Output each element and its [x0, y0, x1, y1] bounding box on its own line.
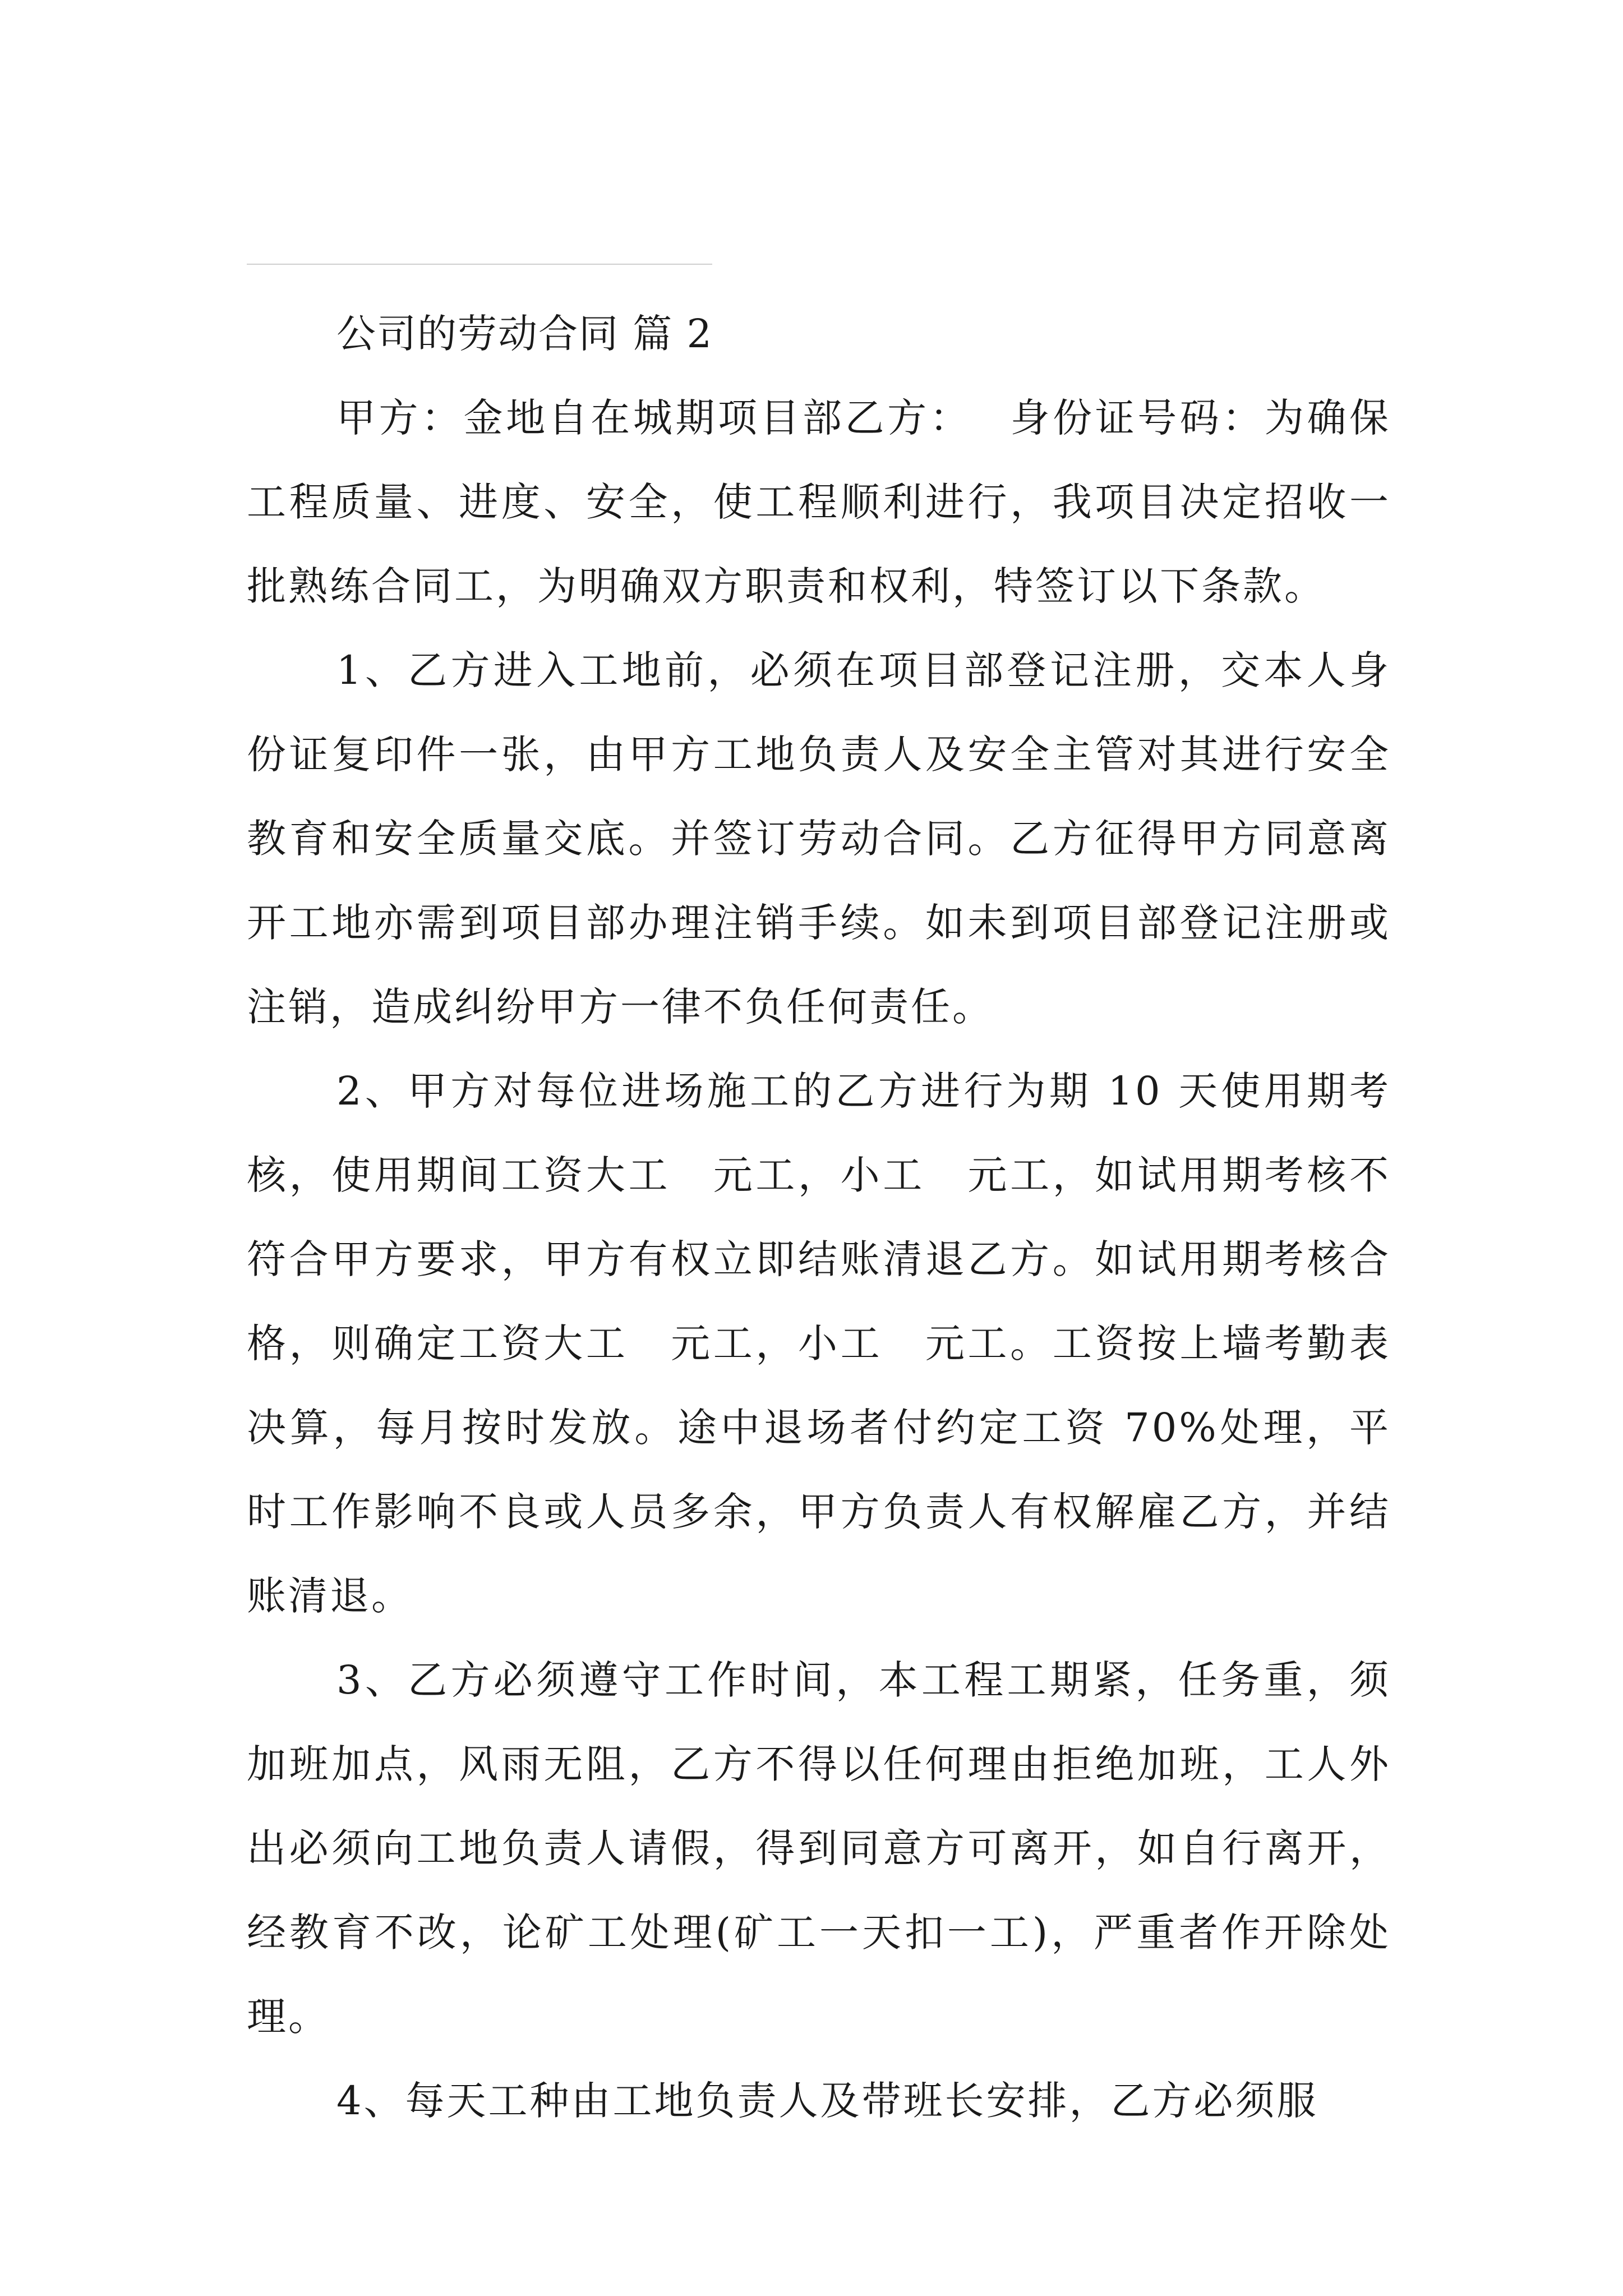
- document-heading: 公司的劳动合同 篇 2: [336, 311, 713, 357]
- paragraph-clause-1: 1、乙方进入工地前，必须在项目部登记注册，交本人身份证复印件一张，由甲方工地负责人及安全主管对其进行安全教育和安全质量交底。并签订劳动合同。乙方征得甲方同意离开工地亦需到项目部办理注销手续。如未到项目部登记注册或注销，造成纠纷甲方一律不负任何责任。: [247, 647, 1391, 1030]
- paragraph-clause-2: 2、甲方对每位进场施工的乙方进行为期 10 天使用期考核，使用期间工资大工 元工，小工 元工，如试用期考核不符合甲方要求，甲方有权立即结账清退乙方。如试用期考核合格，则确定工资大工 元工，小工 元工。工资按上墙考勤表决算，每月按时发放。途中退场者付约定工资 70%处理，平时工作影响不良或人员多余，甲方负责人有权解雇乙方，并结账清退。: [247, 1068, 1391, 1619]
- paragraph-clause-3: 3、乙方必须遵守工作时间，本工程工期紧，任务重，须加班加点，风雨无阻，乙方不得以任何理由拒绝加班，工人外出必须向工地负责人请假，得到同意方可离开，如自行离开，经教育不改，论矿工处理(矿工一天扣一工)，严重者作开除处理。: [247, 1657, 1391, 2040]
- document-body: [247, 292, 1391, 2143]
- paragraph-clause-4: 4、每天工种由工地负责人及带班长安排，乙方必须服: [336, 2078, 1318, 2124]
- header-divider: [247, 264, 712, 265]
- paragraph-parties: 甲方：金地自在城期项目部乙方： 身份证号码：为确保工程质量、进度、安全，使工程顺利进行，我项目决定招收一批熟练合同工，为明确双方职责和权利，特签订以下条款。: [247, 395, 1391, 609]
